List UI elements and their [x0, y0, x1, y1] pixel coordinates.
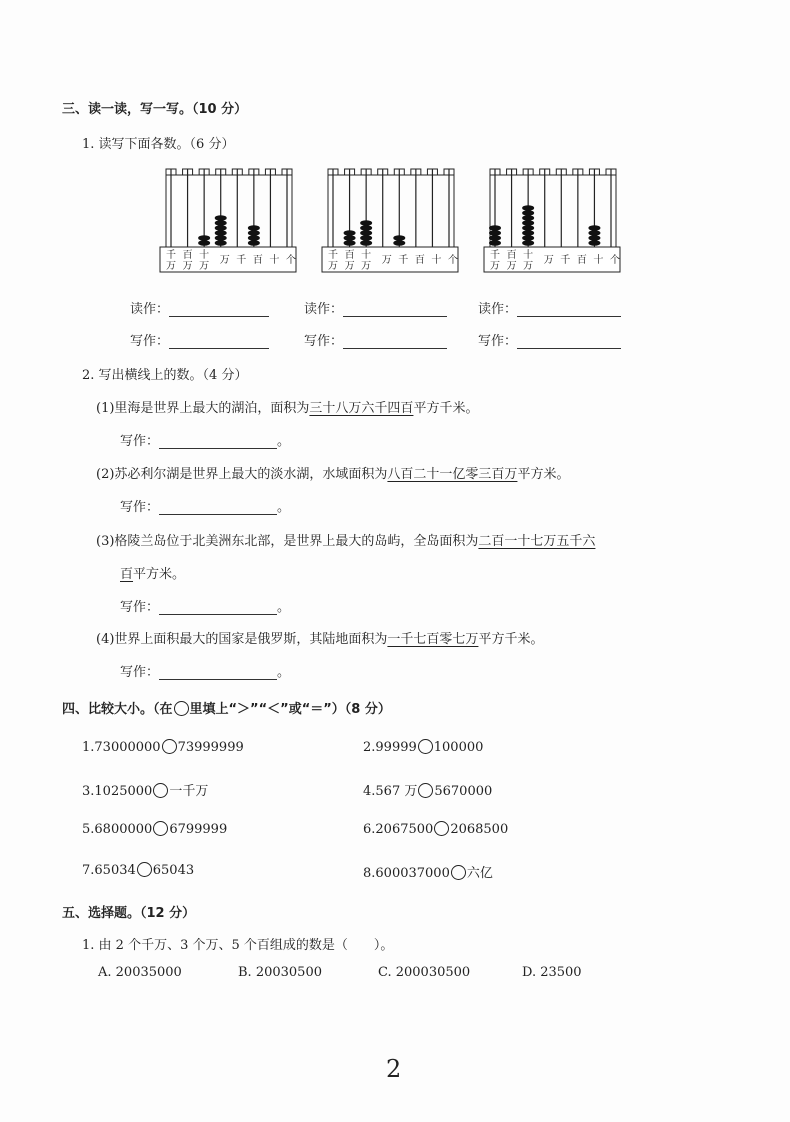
answer-blank[interactable]	[343, 336, 447, 349]
answer-circle[interactable]	[162, 739, 177, 754]
svg-text:百: 百	[182, 250, 193, 261]
abacus-1	[158, 165, 298, 275]
q2-write-1: 写作： 。	[120, 434, 291, 449]
answer-circle[interactable]	[137, 862, 152, 877]
answer-circle[interactable]	[153, 783, 168, 798]
abacus-3	[482, 165, 622, 275]
q1-title: 1. 读写下面各数。（6 分）	[82, 137, 235, 152]
q2-write-2: 写作： 。	[120, 500, 291, 515]
answer-circle[interactable]	[418, 783, 433, 798]
read-field-2: 读作：	[304, 298, 447, 317]
svg-text:万: 万	[328, 261, 338, 272]
svg-text:千: 千	[490, 250, 500, 261]
answer-blank[interactable]	[169, 304, 269, 317]
svg-text:个: 个	[286, 255, 296, 266]
svg-text:百: 百	[576, 255, 587, 266]
svg-text:十: 十	[199, 250, 210, 261]
compare-item-1: 1.73000000 73999999	[82, 740, 244, 755]
answer-circle[interactable]	[418, 739, 433, 754]
svg-text:个: 个	[448, 255, 458, 266]
page-number: 2	[386, 1055, 402, 1083]
svg-text:万: 万	[543, 255, 554, 266]
q2-item-3-cont: 百平方米。	[120, 567, 186, 582]
answer-circle[interactable]	[451, 865, 466, 880]
svg-text:百: 百	[252, 255, 263, 266]
compare-item-5: 5.6800000 6799999	[82, 822, 228, 837]
compare-item-4: 4.567 万 5670000	[363, 784, 493, 799]
svg-text:百: 百	[506, 250, 517, 261]
svg-text:个: 个	[610, 255, 620, 266]
answer-circle[interactable]	[434, 821, 449, 836]
q2-write-4: 写作： 。	[120, 665, 291, 680]
write-field-1: 写作：	[130, 330, 269, 349]
circle-icon	[174, 701, 189, 716]
svg-text:万: 万	[523, 261, 534, 272]
svg-text:十: 十	[361, 250, 372, 261]
compare-item-6: 6.2067500 2068500	[363, 822, 509, 837]
compare-item-3: 3.1025000 一千万	[82, 784, 209, 799]
svg-text:十: 十	[431, 255, 442, 266]
answer-blank[interactable]	[517, 304, 621, 317]
answer-blank[interactable]	[169, 336, 269, 349]
svg-text:万: 万	[219, 255, 230, 266]
section5-title: 五、选择题。（12 分）	[62, 906, 196, 921]
answer-blank[interactable]	[159, 502, 277, 515]
answer-blank[interactable]	[343, 304, 447, 317]
svg-text:千: 千	[166, 250, 176, 261]
svg-text:十: 十	[523, 250, 534, 261]
q2-item-4: (4)世界上面积最大的国家是俄罗斯，其陆地面积为一千七百零七万平方千米。	[96, 632, 544, 647]
q2-item-2: (2)苏必利尔湖是世界上最大的淡水湖，水域面积为八百二十一亿零三百万平方米。	[96, 467, 570, 482]
option-a[interactable]: A. 20035000	[98, 965, 182, 980]
q2-title: 2. 写出横线上的数。（4 分）	[82, 368, 248, 383]
svg-text:万: 万	[381, 255, 392, 266]
svg-text:万: 万	[344, 261, 355, 272]
svg-text:万: 万	[182, 261, 193, 272]
answer-blank[interactable]	[159, 667, 277, 680]
svg-text:百: 百	[344, 250, 355, 261]
option-b[interactable]: B. 20030500	[238, 965, 322, 980]
svg-text:千: 千	[236, 255, 247, 266]
svg-text:千: 千	[328, 250, 338, 261]
answer-circle[interactable]	[153, 821, 168, 836]
svg-text:万: 万	[166, 261, 176, 272]
svg-text:万: 万	[490, 261, 500, 272]
svg-text:千: 千	[398, 255, 409, 266]
svg-text:百: 百	[414, 255, 425, 266]
section3-title: 三、读一读，写一写。（10 分）	[62, 102, 248, 117]
read-field-1: 读作：	[130, 298, 269, 317]
compare-item-2: 2.99999 100000	[363, 740, 484, 755]
write-field-3: 写作：	[478, 330, 621, 349]
q2-item-1: (1)里海是世界上最大的湖泊，面积为三十八万六千四百平方千米。	[96, 401, 479, 416]
choice-question-1: 1. 由 2 个千万、3 个万、5 个百组成的数是（ ）。	[82, 938, 394, 953]
answer-blank[interactable]	[517, 336, 621, 349]
abacus-2	[320, 165, 460, 275]
read-field-3: 读作：	[478, 298, 621, 317]
option-c[interactable]: C. 200030500	[378, 965, 471, 980]
svg-text:十: 十	[269, 255, 280, 266]
option-d[interactable]: D. 23500	[522, 965, 582, 980]
q2-write-3: 写作： 。	[120, 600, 291, 615]
q2-item-3: (3)格陵兰岛位于北美洲东北部，是世界上最大的岛屿，全岛面积为二百一十七万五千六	[96, 534, 596, 549]
write-field-2: 写作：	[304, 330, 447, 349]
svg-text:千: 千	[560, 255, 571, 266]
compare-item-8: 8.600037000 六亿	[363, 866, 493, 881]
section4-title: 四、比较大小。（在 里填上“＞”“＜”或“＝”）（8 分）	[62, 702, 391, 717]
compare-item-7: 7.65034 65043	[82, 863, 195, 878]
answer-blank[interactable]	[159, 436, 277, 449]
svg-text:万: 万	[361, 261, 372, 272]
svg-text:万: 万	[199, 261, 210, 272]
svg-text:十: 十	[593, 255, 604, 266]
answer-blank[interactable]	[159, 602, 277, 615]
svg-text:万: 万	[506, 261, 517, 272]
